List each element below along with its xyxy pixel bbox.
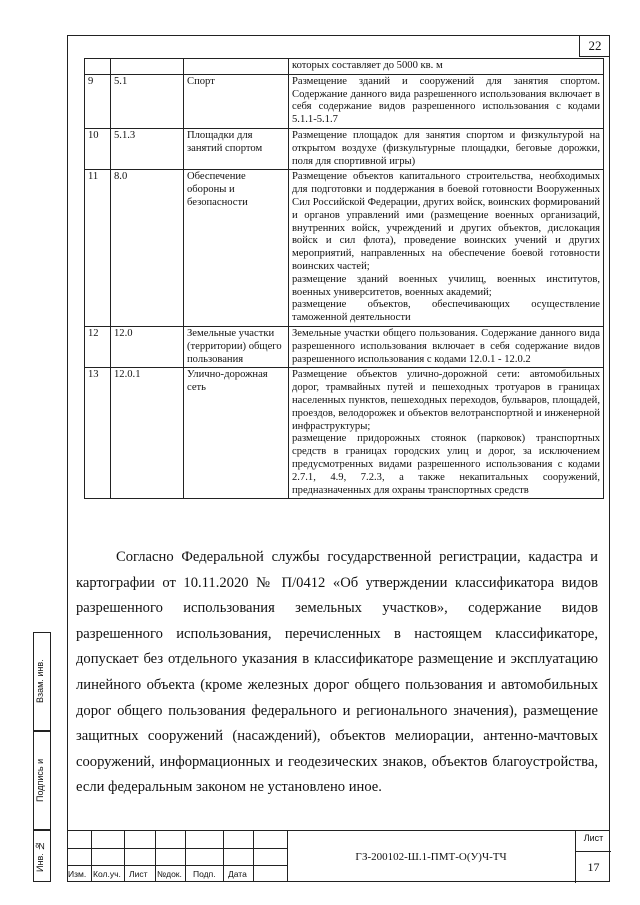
row-description — [289, 74, 604, 128]
row-description — [289, 128, 604, 169]
description-paragraph: размещение объектов, обеспечивающих осуществление таможенной деятельности — [292, 299, 600, 324]
stamp-col-data: Дата — [228, 869, 247, 879]
description-paragraph: Земельные участки общего пользования. Содержание данного вида разрешенного использования включает в себя содержание видов разрешенного использования с кодами 12.0.1 - 12.0.2 — [292, 327, 600, 365]
row-number: 9 — [85, 74, 111, 128]
stamp-col-podp: Подп. — [193, 869, 216, 879]
side-label-inv: Инв. № — [35, 840, 45, 872]
description-paragraph: Размещение зданий и сооружений для занятия спортом. Содержание данного вида разрешенного использования включает в себя содержание видов разрешенного использования с кодами 5.1.1-5.1.7 — [292, 75, 600, 126]
description-paragraph: Размещение площадок для занятия спортом и физкультурой на открытом воздухе (физкультурные площадки, беговые дорожки, поля для спортивной игры) — [292, 129, 600, 167]
title-block — [67, 830, 610, 882]
row-code: 12.0.1 — [111, 368, 184, 499]
row-name: Спорт — [184, 74, 289, 128]
sheet-label: Лист — [583, 833, 604, 843]
row-number: 13 — [85, 368, 111, 499]
description-paragraph: Размещение объектов улично-дорожной сети: автомобильных дорог, трамвайных путей и пешеходных тротуаров в границах населенных пунктов, пешеходных переходов, бульваров, площадей, проездов, велодорожек и объектов велотранспортной и инженерной инфраструктуры; — [292, 369, 600, 432]
row-code: 5.1.3 — [111, 128, 184, 169]
table-row — [85, 326, 604, 367]
table-row — [85, 368, 604, 499]
row-code: 5.1 — [111, 74, 184, 128]
table-row — [85, 74, 604, 128]
table-row — [85, 170, 604, 327]
stamp-col-izm: Изм. — [68, 869, 87, 879]
classifier-table — [84, 58, 604, 499]
side-label-vzam: Взам. инв. — [35, 659, 45, 704]
row-description — [289, 326, 604, 367]
description-paragraph: размещение придорожных стоянок (парковок) транспортных средств в границах городских улиц и дорог, за исключением предусмотренных видами разрешенного использования с кодами 2.7.1, 4.9, 7.2.3, а также некапитальных сооружений, предназначенных для охраны транспортных средств — [292, 433, 600, 496]
row-name: Обеспечение обороны и безопасности — [184, 170, 289, 327]
description-paragraph: размещение зданий военных училищ, военных институтов, военных университетов, военных академий; — [292, 273, 600, 298]
row-name: Площадки для занятий спортом — [184, 128, 289, 169]
stamp-col-kolich: Кол.уч. — [93, 869, 121, 879]
stamp-col-ndok: №док. — [157, 869, 182, 879]
row-name: Земельные участки (территории) общего пользования — [184, 326, 289, 367]
table-row — [85, 128, 604, 169]
row-number: 11 — [85, 170, 111, 327]
body-paragraph: Согласно Федеральной службы государственной регистрации, кадастра и картографии от 10.11.2020 № П/0412 «Об утверждении классификатора видов разрешенного использования земельных участков», содержание видов разрешенного использования, перечисленных в настоящем классификаторе, допускает без отдельного указания в классификаторе размещение и эксплуатацию линейного объекта (кроме железных дорог общего пользования и автомобильных дорог общего пользования федерального и регионального значения), размещение защитных сооружений (насаждений), объектов мелиорации, антенно-мачтовых сооружений, информационных и геодезических знаков, объектов благоустройства, если федеральным законом не установлено иное. — [76, 549, 598, 796]
row-code: 8.0 — [111, 170, 184, 327]
row-number: 12 — [85, 326, 111, 367]
stamp-col-list: Лист — [129, 869, 148, 879]
row-description — [289, 368, 604, 499]
row-name: Улично-дорожная сеть — [184, 368, 289, 499]
page-number: 22 — [579, 35, 610, 57]
row-number: 10 — [85, 128, 111, 169]
side-label-podpis: Подпись и — [35, 758, 45, 803]
row-code: 12.0 — [111, 326, 184, 367]
sheet-number: 17 — [576, 851, 611, 882]
row-description — [289, 170, 604, 327]
continuation-text: которых составляет до 5000 кв. м — [289, 59, 604, 75]
sheet-box — [575, 831, 611, 883]
document-code: ГЗ-200102-Ш.1-ПМТ-О(У)Ч-ТЧ — [355, 851, 507, 863]
description-paragraph: Размещение объектов капитального строительства, необходимых для подготовки и поддержания в боевой готовности Вооруженных Сил Российской Федерации, других войск, воинских формирований и органов управлений ими (размещение военных организаций, внутренних войск, учреждений и других объектов, дислокация войск и сил флота), проведение воинских учений и других мероприятий, направленных на обеспечение боевой готовности воинских частей; — [292, 171, 600, 272]
table-row-continuation — [85, 59, 604, 75]
